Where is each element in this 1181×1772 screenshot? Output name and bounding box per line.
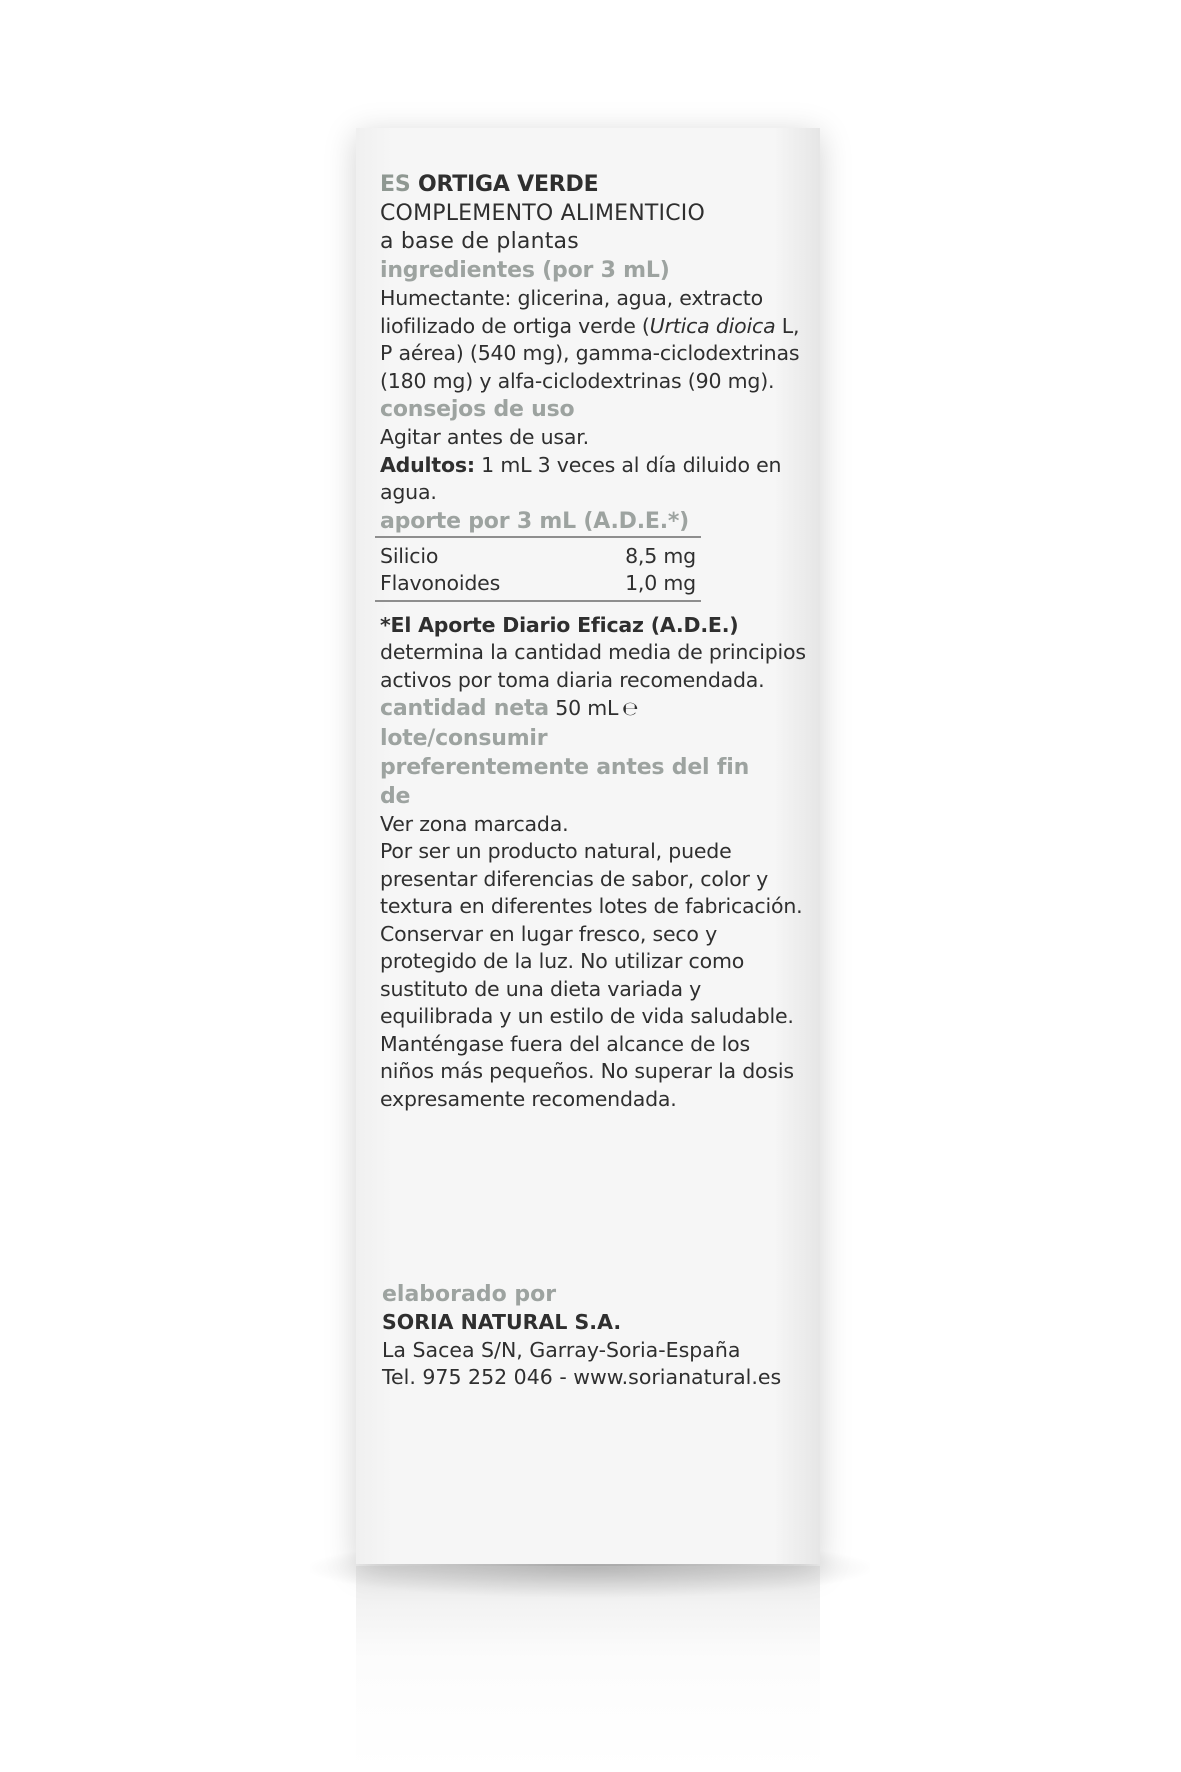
product-category: COMPLEMENTO ALIMENTICIO	[380, 201, 705, 226]
product-box-side-panel	[356, 128, 820, 1564]
latin-name: Urtica dioica	[649, 313, 776, 338]
ade-footnote-bold: *El Aporte Diario Eficaz (A.D.E.)	[380, 612, 739, 637]
ade-footnote-text: determina la cantidad media de principios activos por toma diaria recomendada.	[380, 640, 806, 692]
box-reflection	[356, 1566, 820, 1772]
usage-adults	[380, 452, 810, 507]
nutrient-name: Flavonoides	[380, 571, 501, 595]
manufacturer-address: La Sacea S/N, Garray-Soria-España	[382, 1337, 741, 1362]
net-quantity-heading: cantidad neta	[380, 696, 549, 721]
manufacturer-block	[382, 1280, 812, 1392]
manufacturer-contact: Tel. 975 252 046 - www.sorianatural.es	[382, 1365, 782, 1389]
nutrition-table	[375, 536, 701, 602]
estimated-sign-icon: ℮	[622, 698, 639, 720]
ingredients-text-part2: L, P aérea) (540 mg), gamma-ciclodextrinas (180 mg) y alfa-ciclodextrinas (90 mg).	[380, 313, 800, 393]
language-code: ES	[380, 172, 411, 197]
nutrient-value: 1,0 mg	[625, 571, 696, 595]
product-title	[380, 170, 810, 200]
usage-heading: consejos de uso	[380, 397, 575, 422]
ingredients-text-part1: Humectante: glicerina, agua, extracto liofilizado de ortiga verde (	[380, 286, 763, 338]
product-name: ORTIGA VERDE	[417, 172, 599, 197]
ingredients-heading: ingredientes (por 3 mL)	[380, 258, 670, 283]
ade-footnote	[380, 612, 810, 695]
net-quantity	[380, 694, 810, 724]
usage-line: Agitar antes de usar.	[380, 425, 589, 449]
adults-text: 1 mL 3 veces al día diluido en agua.	[380, 452, 782, 504]
ingredients-text	[380, 285, 810, 395]
net-quantity-value: 50 mL	[548, 696, 619, 720]
nutrient-name: Silicio	[380, 543, 439, 568]
label-content	[380, 170, 810, 1113]
table-row	[375, 570, 701, 600]
manufacturer-heading: elaborado por	[382, 1282, 557, 1307]
manufacturer-name: SORIA NATURAL S.A.	[382, 1310, 622, 1334]
table-row	[375, 540, 701, 571]
product-subcategory: a base de plantas	[380, 229, 579, 254]
nutrition-heading: aporte por 3 mL (A.D.E.*)	[380, 508, 690, 534]
nutrient-value: 8,5 mg	[625, 543, 696, 568]
batch-text: Ver zona marcada.	[380, 811, 569, 836]
adults-label: Adultos:	[380, 452, 475, 477]
warning-text: Por ser un producto natural, puede presentar diferencias de sabor, color y textura en diferentes lotes de fabricación. Conservar en lugar fresco, seco y protegido de la luz. No utilizar como sustituto de una dieta variada y equilibrada y un estilo de vida saludable. Manténgase fuera del alcance de los niños más pequeños. No superar la dosis expresamente recomendada.	[380, 839, 803, 1111]
batch-heading: lote/consumir preferentemente antes del fin de	[380, 725, 750, 809]
